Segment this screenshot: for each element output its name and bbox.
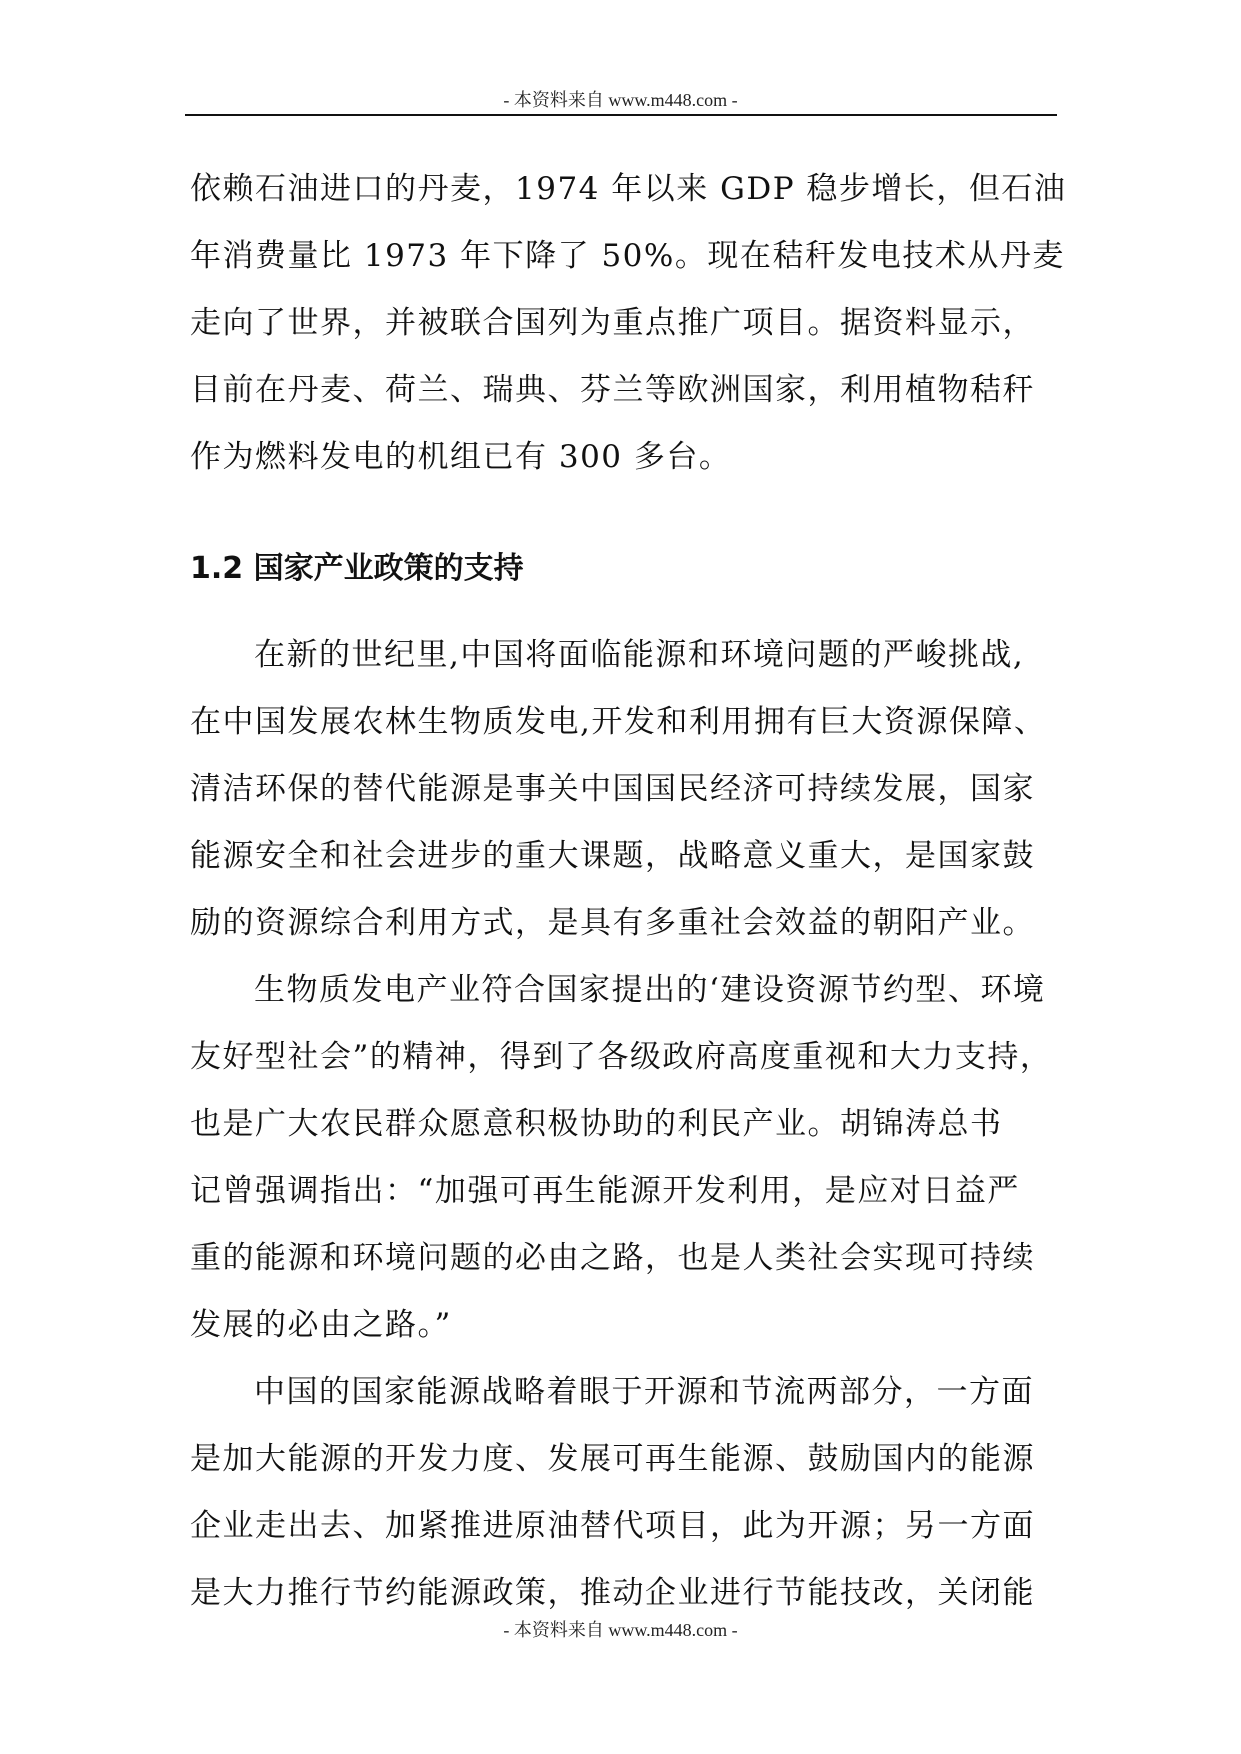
text-line: 友好型社会”的精神，得到了各级政府高度重视和大力支持， <box>190 1039 1053 1075</box>
text-line: 依赖石油进口的丹麦，1974 年以来 GDP 稳步增长，但石油 <box>190 171 1067 207</box>
text-line: 走向了世界，并被联合国列为重点推广项目。据资料显示， <box>190 305 1035 341</box>
paragraph-energy-strategy <box>190 1359 1070 1627</box>
text-line: 能源安全和社会进步的重大课题，战略意义重大，是国家鼓 <box>190 838 1035 874</box>
text-line: 清洁环保的替代能源是事关中国国民经济可持续发展，国家 <box>190 771 1035 807</box>
page-footer: - 本资料来自 www.m448.com - <box>503 1620 738 1640</box>
text-line: 是大力推行节约能源政策，推动企业进行节能技改，关闭能 <box>190 1575 1035 1611</box>
text-line: 在中国发展农林生物质发电,开发和利用拥有巨大资源保障、 <box>190 704 1047 740</box>
text-line: 企业走出去、加紧推进原油替代项目，此为开源；另一方面 <box>190 1508 1035 1544</box>
text-line: 年消费量比 1973 年下降了 50%。现在秸秆发电技术从丹麦 <box>190 238 1065 274</box>
paragraph-new-century <box>190 622 1070 957</box>
text-line: 励的资源综合利用方式，是具有多重社会效益的朝阳产业。 <box>190 905 1035 941</box>
text-line: 是加大能源的开发力度、发展可再生能源、鼓励国内的能源 <box>190 1441 1035 1477</box>
section-heading: 1.2 国家产业政策的支持 <box>190 551 524 586</box>
text-line: 也是广大农民群众愿意积极协助的利民产业。胡锦涛总书 <box>190 1106 1003 1142</box>
header-divider <box>185 114 1057 116</box>
text-line: 记曾强调指出：“加强可再生能源开发利用，是应对日益严 <box>190 1173 1020 1209</box>
paragraph-denmark <box>190 156 1070 491</box>
page-header: - 本资料来自 www.m448.com - <box>503 90 738 110</box>
document-body <box>190 156 1070 1627</box>
text-line: 作为燃料发电的机组已有 300 多台。 <box>190 439 732 475</box>
text-line: 重的能源和环境问题的必由之路，也是人类社会实现可持续 <box>190 1240 1035 1276</box>
text-line: 发展的必由之路。” <box>190 1307 452 1343</box>
text-line: 生物质发电产业符合国家提出的‘建设资源节约型、环境 <box>254 972 1046 1008</box>
paragraph-policy <box>190 957 1070 1359</box>
text-line: 在新的世纪里,中国将面临能源和环境问题的严峻挑战, <box>254 637 1025 673</box>
text-line: 中国的国家能源战略着眼于开源和节流两部分，一方面 <box>254 1374 1034 1410</box>
text-line: 目前在丹麦、荷兰、瑞典、芬兰等欧洲国家，利用植物秸秆 <box>190 372 1035 408</box>
